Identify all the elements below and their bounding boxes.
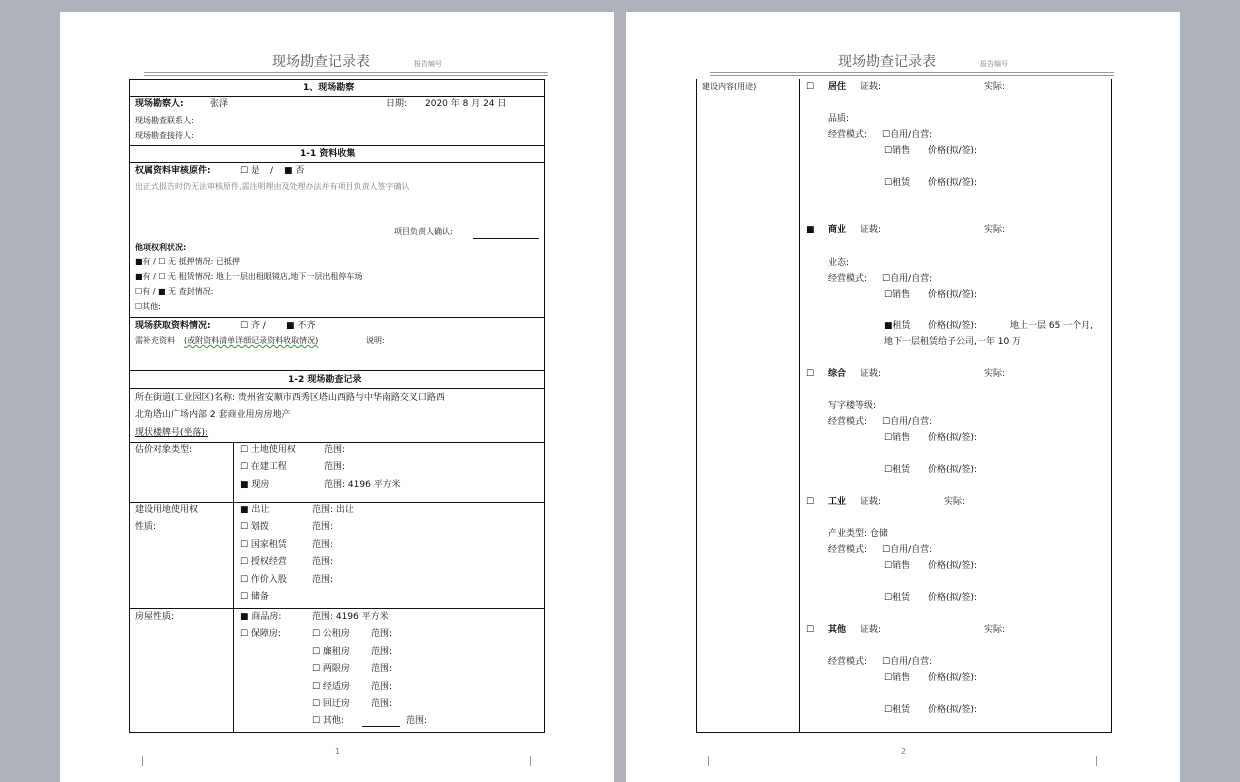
house-affordable[interactable]: ☐ 保障房: [240,629,281,639]
land-state-lease[interactable]: ☐ 国家租赁 [240,540,287,550]
mixed-mode-label: 经营模式: [828,417,868,427]
date-label: 日期: [386,99,408,109]
house-range-6: 范围: [406,716,428,726]
mixed-lease-price: 价格(拟/签): [928,465,978,475]
document-page-1: 现场勘查记录表 报告编号 1、现场勘察 现场勘察人: 张泽 日期: 2020 年 8 月 24 日 现场勘查联系人: 现场勘查接待人: 1-1 资料收集 权属资料审核原件: ☐ 是 / ■ 否 出正式报告时仍无法审核原件,需注明理由及处理办法并有项目负责人签字确认 项目负责人确认: 他项权利状况: ■有 / ☐ 无 抵押情况: 已抵押 ■有 / ☐ 无 租赁情况: 地上一层出租眼镜店,地下一层出租停车场 ☐有 / ■ 无 查封情况: ☐其他: 现场获取资料情况: ☐ 齐 / ■ 不齐 需补充资料 (或附资料清单详细记录资料收取情况) 说明: 1-2 现场勘查记录 所在街道(工业园区)名称: 贵州省安顺市西秀区塔山西路与中华南路交叉口路西 北角塔山广场内部 2 套商业用房房地产 现状楼牌号(坐落): 估价对象类型: ☐ 土地使用权 范围: ☐ 在建工程 范围: ■ 现房 范围: 4196 平方米 建设用地使用权 性质: ■ 出让 范围: 出让 ☐ 划拨 范围: ☐ 国家租赁 范围: ☐ 授权经营 范围: ☐ 作价入股 范围: ☐ 储备 房屋性质: ■ 商品房: 范围: 4196 平方米 ☐ 保障房: ☐ 公租房 范围: ☐ 廉租房 范围: ☐ 两限房 范围: ☐ 经适房 范围: ☐ 回迁房 范围: ☐ 其他: 范围: 1 [60,12,614,782]
mixed-sale-price: 价格(拟/签): [928,433,978,443]
land-range-allocation: 范围: [312,522,334,532]
commercial-mode-label: 经营模式: [828,274,868,284]
land-authorized[interactable]: ☐ 授权经营 [240,557,287,567]
use-label: 建设内容(用途) [702,82,757,91]
land-allocation[interactable]: ☐ 划拨 [240,522,269,532]
mixed-cert: 证载: [860,369,882,379]
commercial-actual: 实际: [984,225,1006,235]
contact-label: 现场勘查联系人: [135,116,194,125]
industrial-label: 工业 [828,497,847,507]
mixed-actual: 实际: [984,369,1006,379]
industrial-self-use[interactable]: ☐自用/自营: [882,545,933,555]
house-nature-label: 房屋性质: [135,612,175,622]
report-number-label: 报告编号 [414,60,442,68]
other-lease-price: 价格(拟/签): [928,705,978,715]
industrial-sale[interactable]: ☐销售 [884,561,911,571]
address-line-2: 北角塔山广场内部 2 套商业用房房地产 [135,410,291,420]
review-label: 权属资料审核原件: [135,166,211,176]
industrial-type: 产业类型: 仓储 [828,529,888,539]
commercial-lease-detail-1: 地上一层 65 一个月, [1010,321,1094,331]
date-value: 2020 年 8 月 24 日 [425,99,507,109]
land-use-label: 建设用地使用权 [135,505,199,515]
mixed-sale[interactable]: ☐销售 [884,433,911,443]
house-sub-low-rent[interactable]: ☐ 廉租房 [312,647,350,657]
house-commercial-range: 范围: 4196 平方米 [312,612,389,622]
mixed-label: 综合 [828,369,847,379]
industrial-cert: 证载: [860,497,882,507]
commercial-sale-price: 价格(拟/签): [928,290,978,300]
commercial-label: 商业 [828,225,847,235]
review-yes-checkbox[interactable]: ☐ 是 [240,166,260,176]
land-reserve[interactable]: ☐ 储备 [240,592,269,602]
house-range-2: 范围: [371,647,393,657]
industrial-checkbox[interactable]: ☐ [806,497,815,507]
commercial-sale[interactable]: ☐销售 [884,290,911,300]
house-sub-relocation[interactable]: ☐ 回迁房 [312,699,350,709]
house-range-5: 范围: [371,699,393,709]
residential-self-use[interactable]: ☐自用/自营: [882,130,933,140]
land-range-equity: 范围: [312,575,334,585]
commercial-format: 业态: [828,258,850,268]
pm-confirm-label: 项目负责人确认: [394,227,453,236]
land-transfer[interactable]: ■ 出让 [240,505,270,515]
surveyor-name: 张泽 [210,99,229,109]
residential-lease[interactable]: ☐租赁 [884,178,911,188]
supplement-label: 需补充资料 [135,336,175,345]
other-checkbox[interactable]: ☐ [806,625,815,635]
right-seizure: ☐有 / ■ 无 查封情况: [135,287,214,296]
supplement-link[interactable]: (或附资料清单详细记录资料收取情况) [184,336,319,345]
land-use-nature-label: 性质: [135,522,157,532]
residential-actual: 实际: [984,82,1006,92]
docs-not-checkbox[interactable]: ■ 不齐 [286,321,316,331]
other-self-use[interactable]: ☐自用/自营: [882,657,933,667]
commercial-checkbox[interactable]: ■ [806,225,815,235]
docs-label: 现场获取资料情况: [135,321,211,331]
docs-full-checkbox[interactable]: ☐ 齐 / [240,321,266,331]
mixed-self-use[interactable]: ☐自用/自营: [882,417,933,427]
document-page-2 [626,12,1180,782]
supplement-explain: 说明: [366,336,385,345]
commercial-self-use[interactable]: ☐自用/自营: [882,274,933,284]
other-sale-price: 价格(拟/签): [928,673,978,683]
house-range-4: 范围: [371,682,393,692]
industrial-actual: 实际: [944,497,966,507]
house-range-1: 范围: [371,629,393,639]
page-title: 现场勘查记录表 [272,54,370,70]
report-number-label: 报告编号 [980,60,1008,68]
land-range-transfer: 范围: 出让 [312,505,354,515]
object-range-existing: 范围: 4196 平方米 [324,480,401,490]
residential-cert: 证载: [860,82,882,92]
land-range-authorized: 范围: [312,557,334,567]
house-commercial[interactable]: ■ 商品房: [240,612,282,622]
other-cert: 证载: [860,625,882,635]
mixed-checkbox[interactable]: ☐ [806,369,815,379]
house-range-3: 范围: [371,664,393,674]
object-type-label: 估价对象类型: [135,445,193,455]
mixed-office-grade: 写字楼等级: [828,401,877,411]
other-rights-label: 他项权利状况: [135,243,187,252]
industrial-sale-price: 价格(拟/签): [928,561,978,571]
object-range-construction: 范围: [324,462,346,472]
object-range-land: 范围: [324,445,346,455]
page-title: 现场勘查记录表 [838,54,936,70]
object-type-land[interactable]: ☐ 土地使用权 [240,445,296,455]
section-1-2-heading: 1-2 现场勘查记录 [288,375,362,385]
page-number: 1 [335,747,341,756]
other-sale[interactable]: ☐销售 [884,673,911,683]
residential-lease-price: 价格(拟/签): [928,178,978,188]
address-line-1: 所在街道(工业园区)名称: 贵州省安顺市西秀区塔山西路与中华南路交叉口路西 [135,393,445,403]
review-no-checkbox[interactable]: ■ 否 [284,166,305,176]
land-equity[interactable]: ☐ 作价入股 [240,575,287,585]
right-lease: ■有 / ☐ 无 租赁情况: 地上一层出租眼镜店,地下一层出租停车场 [135,272,363,281]
section-1-heading: 1、现场勘察 [303,83,355,93]
residential-checkbox[interactable]: ☐ [806,82,815,92]
residential-label: 居住 [828,82,847,92]
section-1-1-heading: 1-1 资料收集 [300,149,356,159]
industrial-mode-label: 经营模式: [828,545,868,555]
other-actual: 实际: [984,625,1006,635]
house-sub-price-limited[interactable]: ☐ 两限房 [312,664,350,674]
residential-mode-label: 经营模式: [828,130,868,140]
review-note: 出正式报告时仍无法审核原件,需注明理由及处理办法并有项目负责人签字确认 [135,182,410,191]
commercial-lease-price: 价格(拟/签): [928,321,978,331]
object-type-construction[interactable]: ☐ 在建工程 [240,462,287,472]
commercial-lease-detail-2: 地下一层租赁给子公司,一年 10 万 [884,337,1022,347]
residential-sale[interactable]: ☐销售 [884,146,911,156]
house-sub-other[interactable]: ☐ 其他: [312,716,344,726]
residential-sale-price: 价格(拟/签): [928,146,978,156]
right-other: ☐其他: [135,302,161,311]
surveyor-label: 现场勘察人: [135,99,184,109]
other-label: 其他 [828,625,847,635]
industrial-lease-price: 价格(拟/签): [928,593,978,603]
right-mortgage: ■有 / ☐ 无 抵押情况: 已抵押 [135,257,240,266]
receiver-label: 现场勘查接待人: [135,131,194,140]
other-mode-label: 经营模式: [828,657,868,667]
commercial-cert: 证载: [860,225,882,235]
object-type-existing[interactable]: ■ 现房 [240,480,270,490]
page-number: 2 [901,747,907,756]
land-range-state-lease: 范围: [312,540,334,550]
house-sub-public-rental[interactable]: ☐ 公租房 [312,629,350,639]
industrial-lease[interactable]: ☐租赁 [884,593,911,603]
house-sub-economy[interactable]: ☐ 经适房 [312,682,350,692]
building-number-label: 现状楼牌号(坐落): [135,428,209,438]
residential-quality: 品质: [828,114,850,124]
mixed-lease[interactable]: ☐租赁 [884,465,911,475]
other-lease[interactable]: ☐租赁 [884,705,911,715]
commercial-lease[interactable]: ■租赁 [884,321,911,331]
